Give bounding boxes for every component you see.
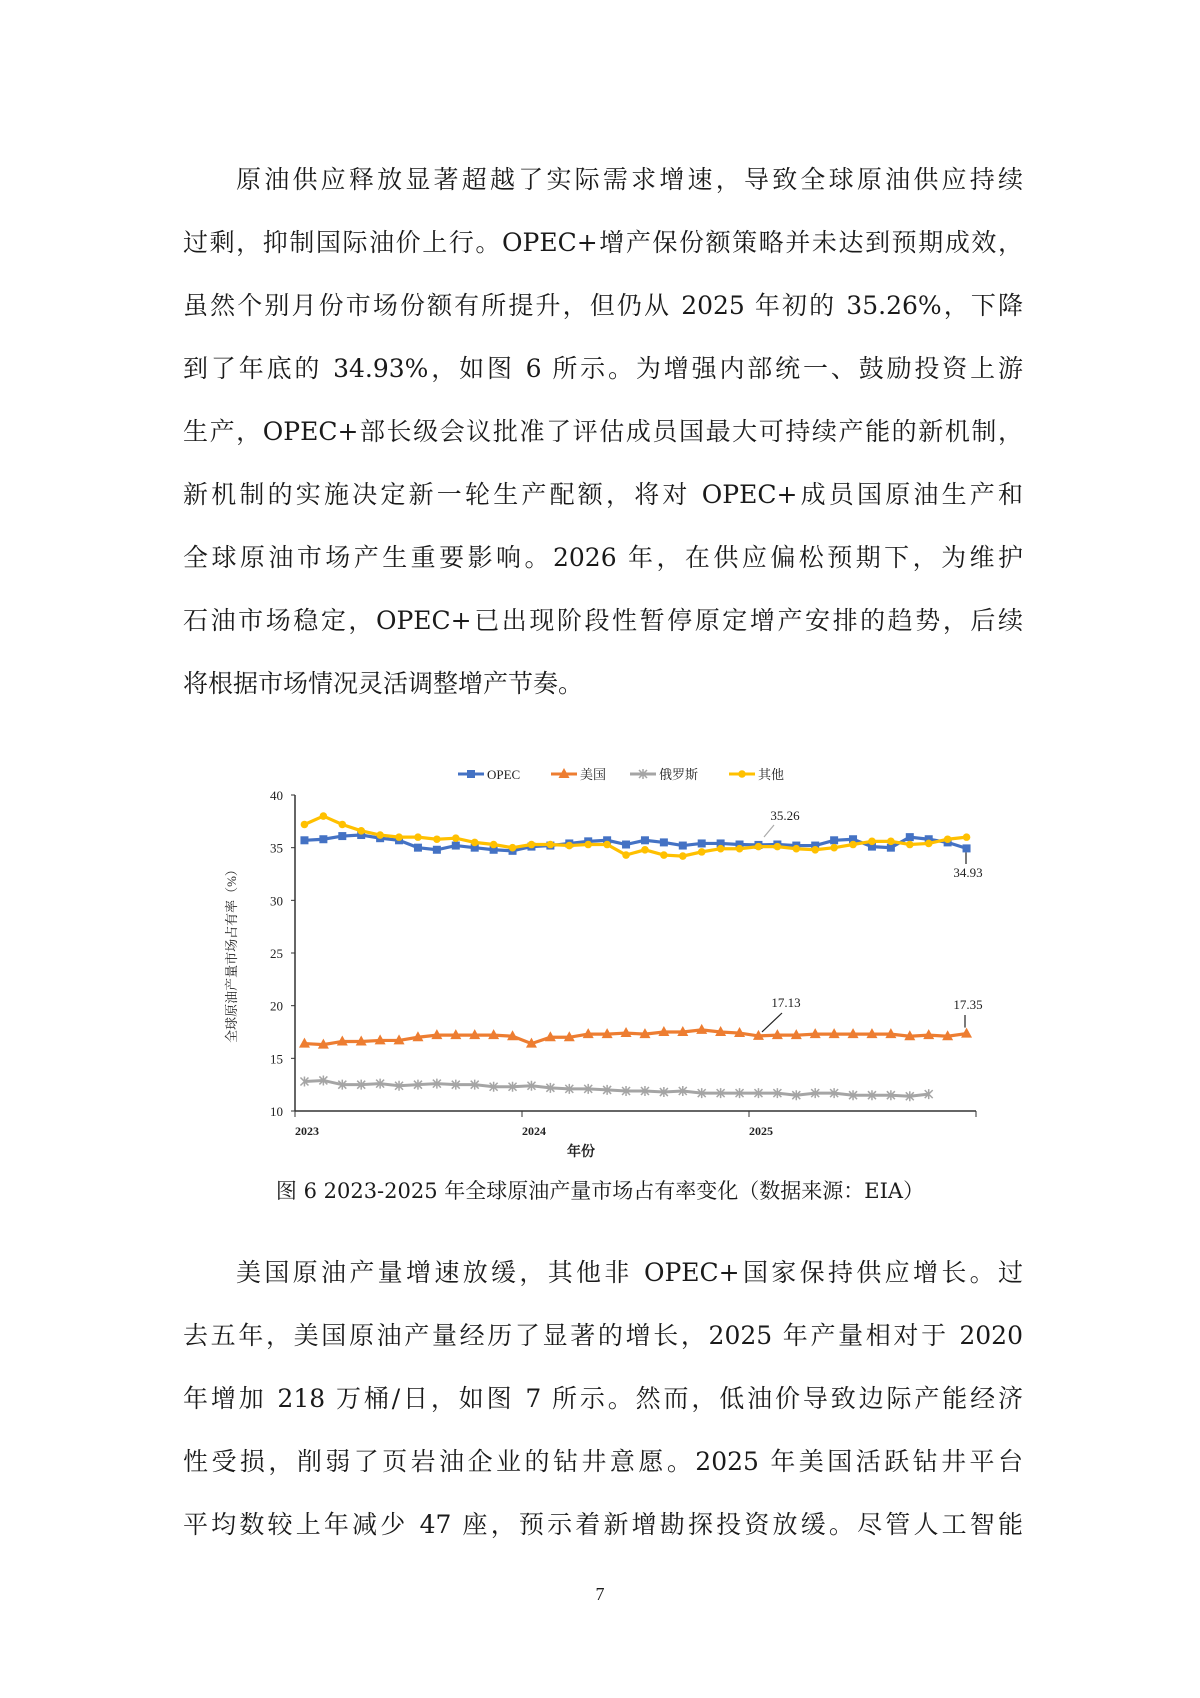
data-point: [738, 770, 746, 778]
y-tick-label: 10: [270, 1104, 283, 1119]
data-point: [320, 812, 328, 820]
data-point: [887, 838, 895, 846]
data-point: [547, 841, 555, 849]
data-point: [376, 831, 384, 839]
x-tick-label: 2024: [522, 1124, 546, 1138]
text-line: 美国原油产量增速放缓，其他非 OPEC+国家保持供应增长。过: [236, 1258, 1023, 1287]
data-point: [717, 845, 725, 853]
text-line: 年增加 218 万桶/日，如图 7 所示。然而，低油价导致边际产能经济: [183, 1384, 1023, 1413]
x-axis-title: 年份: [567, 1145, 596, 1160]
data-point: [338, 832, 346, 840]
data-point: [944, 835, 952, 843]
legend-label: 美国: [580, 767, 607, 782]
data-point: [565, 842, 573, 850]
data-label: 35.26: [770, 808, 800, 823]
data-point: [679, 842, 687, 850]
page-number: 7: [595, 1584, 605, 1604]
y-tick-label: 40: [270, 788, 283, 803]
data-point: [357, 827, 365, 835]
legend-item: [458, 767, 520, 782]
data-point: [963, 844, 971, 852]
data-point: [660, 851, 668, 859]
data-point: [528, 841, 536, 849]
data-point: [622, 851, 630, 859]
text-line: 全球原油市场产生重要影响。2026 年，在供应偏松预期下，为维护: [183, 543, 1023, 572]
data-point: [736, 845, 744, 853]
data-point: [641, 836, 649, 844]
data-label: 34.93: [953, 865, 983, 880]
x-tick-label: 2023: [295, 1124, 319, 1138]
x-tick-label: 2025: [749, 1124, 773, 1138]
text-line: 生产，OPEC+部长级会议批准了评估成员国最大可持续产能的新机制，: [183, 417, 1023, 446]
legend-label: OPEC: [487, 767, 521, 782]
legend-item: [630, 767, 698, 782]
data-point: [433, 846, 441, 854]
data-point: [301, 821, 309, 829]
y-tick-label: 20: [270, 998, 283, 1014]
data-point: [698, 839, 706, 847]
data-point: [395, 833, 403, 841]
data-point: [679, 852, 687, 860]
data-point: [849, 841, 857, 849]
data-point: [774, 843, 782, 851]
data-point: [471, 839, 479, 847]
text-line: 过剩，抑制国际油价上行。OPEC+增产保份额策略并未达到预期成效，: [183, 228, 1023, 257]
y-tick-label: 30: [270, 893, 283, 909]
data-point: [830, 836, 838, 844]
data-point: [698, 848, 706, 856]
data-point: [906, 841, 914, 849]
data-point: [811, 846, 819, 854]
data-point: [452, 842, 460, 850]
y-tick-label: 35: [270, 840, 283, 856]
annotation-leader: [764, 825, 774, 837]
data-point: [603, 841, 611, 849]
text-line: 新机制的实施决定新一轮生产配额，将对 OPEC+成员国原油生产和: [183, 480, 1023, 509]
data-point: [906, 833, 914, 841]
data-point: [925, 840, 933, 848]
legend-item: [551, 767, 606, 782]
text-line: 原油供应释放显著超越了实际需求增速，导致全球原油供应持续: [236, 165, 1023, 194]
series-俄罗斯: [300, 1075, 932, 1101]
data-point: [433, 835, 441, 843]
legend-item: [729, 767, 784, 782]
text-line: 将根据市场情况灵活调整增产节奏。: [183, 669, 584, 698]
text-line: 去五年，美国原油产量经历了显著的增长，2025 年产量相对于 2020: [183, 1321, 1023, 1350]
text-line: 平均数较上年减少 47 座，预示着新增勘探投资放缓。尽管人工智能: [183, 1510, 1023, 1539]
data-label: 17.35: [953, 997, 983, 1012]
data-label: 17.13: [771, 995, 801, 1010]
text-line: 虽然个别月份市场份额有所提升，但仍从 2025 年初的 35.26%，下降: [183, 291, 1023, 320]
legend-label: 其他: [758, 767, 785, 782]
data-point: [338, 821, 346, 829]
data-point: [963, 833, 971, 841]
data-point: [490, 841, 498, 849]
data-point: [868, 838, 876, 846]
y-tick-label: 15: [270, 1051, 283, 1067]
data-point: [622, 841, 630, 849]
data-point: [792, 845, 800, 853]
annotation-leader: [762, 1013, 782, 1032]
series-line: [304, 816, 966, 856]
data-point: [830, 844, 838, 852]
data-point: [300, 836, 308, 844]
data-point: [755, 843, 763, 851]
y-tick-label: 25: [270, 946, 283, 961]
text-line: 性受损，削弱了页岩油企业的钻井意愿。2025 年美国活跃钻井平台: [183, 1447, 1023, 1476]
legend-label: 俄罗斯: [659, 767, 699, 782]
data-point: [414, 844, 422, 852]
data-point: [660, 838, 668, 846]
series-美国: [299, 1024, 972, 1049]
text-line: 石油市场稳定，OPEC+已出现阶段性暂停原定增产安排的趋势，后续: [183, 606, 1023, 635]
data-point: [467, 770, 475, 778]
data-point: [509, 844, 517, 852]
data-point: [452, 834, 460, 842]
y-axis-title: 全球原油产量市场占有率（%）: [224, 863, 239, 1043]
text-line: 到了年底的 34.93%，如图 6 所示。为增强内部统一、鼓励投资上游: [183, 354, 1023, 383]
data-point: [584, 841, 592, 849]
data-point: [414, 833, 422, 841]
series-其他: [301, 812, 971, 860]
figure-caption: 图 6 2023-2025 年全球原油产量市场占有率变化（数据来源：EIA）: [275, 1179, 925, 1203]
data-point: [319, 835, 327, 843]
data-point: [641, 846, 649, 854]
